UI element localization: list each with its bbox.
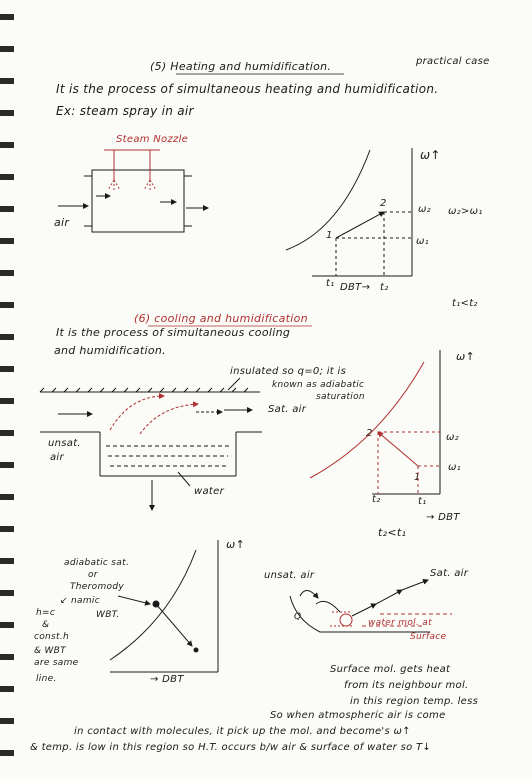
section5-title: (5) Heating and humidification. — [150, 60, 332, 73]
section5-line2: Ex: steam spray in air — [56, 104, 194, 118]
adiabatic-note-2: or — [88, 570, 98, 580]
surface-molecule-sketch — [290, 580, 452, 632]
cooling-humidification-chart — [310, 350, 440, 494]
adiabatic-note-5: WBT. — [96, 610, 120, 620]
w2-label-2: ω₂ — [446, 432, 459, 443]
insulated-note-3: saturation — [316, 392, 365, 402]
hc-note-4: & WBT — [34, 646, 66, 656]
surface-label: Surface — [410, 632, 447, 642]
insulated-note-2: known as adiabatic — [272, 380, 365, 390]
t-compare-1: t₁<t₂ — [452, 298, 478, 309]
dbt-label-3: → DBT — [150, 674, 184, 685]
water-label: water — [194, 486, 224, 497]
point1-label-1: 1 — [326, 230, 333, 241]
practical-case-tag: practical case — [416, 56, 490, 67]
adiabatic-note-4: ↙ namic — [60, 596, 100, 606]
hc-note-6: line. — [36, 674, 57, 684]
section5-line1: It is the process of simultaneous heating and humidification. — [56, 82, 439, 96]
w-compare-1: ω₂>ω₁ — [448, 206, 483, 217]
hc-note-1: h=c — [36, 608, 56, 618]
heat-q-label: Q — [294, 612, 302, 622]
water-mol-label: water mol. at — [368, 618, 432, 628]
section6-line1: It is the process of simultaneous cooling — [56, 326, 291, 339]
note-line-3: in this region temp. less — [350, 696, 479, 707]
sat-air-label: Sat. air — [268, 404, 307, 415]
note-line-1: Surface mol. gets heat — [330, 664, 451, 675]
point2-label-2: 2 — [366, 428, 373, 439]
note-line-6: & temp. is low in this region so H.T. occurs b/w air & surface of water so T↓ — [30, 742, 432, 753]
insulated-note-1: insulated so q=0; it is — [230, 366, 347, 377]
w1-label-2: ω₁ — [448, 462, 461, 473]
unsat-air-label-3: unsat. air — [264, 570, 315, 581]
t1-label-1: t₁ — [326, 278, 335, 289]
omega-axis-label-2: ω↑ — [456, 350, 476, 363]
t1-label-2: t₁ — [418, 496, 427, 507]
omega-axis-label-1: ω↑ — [420, 148, 441, 162]
adiabatic-note-1: adiabatic sat. — [64, 558, 130, 568]
dbt-label-1: DBT→ — [340, 282, 371, 293]
section6-title: (6) cooling and humidification — [134, 312, 308, 325]
adiabatic-saturation-chart — [110, 540, 218, 672]
section6-line2: and humidification. — [54, 344, 166, 357]
w2-label-1: ω₂ — [418, 204, 431, 215]
steam-nozzle-label: Steam Nozzle — [116, 134, 189, 145]
omega-axis-label-3: ω↑ — [226, 538, 246, 551]
unsat-air-label-2: air — [50, 452, 64, 463]
adiabatic-saturation-diagram — [40, 378, 262, 510]
t-compare-2: t₂<t₁ — [378, 526, 407, 539]
t2-label-1: t₂ — [380, 282, 389, 293]
point1-label-2: 1 — [414, 472, 421, 483]
air-label: air — [54, 216, 70, 229]
point2-label-1: 2 — [380, 198, 387, 209]
w1-label-1: ω₁ — [416, 236, 429, 247]
steam-duct-diagram — [58, 150, 208, 232]
adiabatic-note-3: Theromody — [70, 582, 124, 592]
t2-label-2: t₂ — [372, 494, 381, 505]
unsat-air-label-1: unsat. — [48, 438, 81, 449]
hc-note-2: & — [42, 620, 50, 630]
note-line-2: from its neighbour mol. — [344, 680, 469, 691]
note-line-5: in contact with molecules, it pick up the mol. and become's ω↑ — [74, 726, 411, 737]
hc-note-3: const.h — [34, 632, 70, 642]
sat-air-label-2: Sat. air — [430, 568, 469, 579]
hc-note-5: are same — [34, 658, 79, 668]
note-line-4: So when atmospheric air is come — [270, 710, 446, 721]
heating-humidification-chart — [286, 148, 412, 276]
dbt-label-2: → DBT — [426, 512, 460, 523]
